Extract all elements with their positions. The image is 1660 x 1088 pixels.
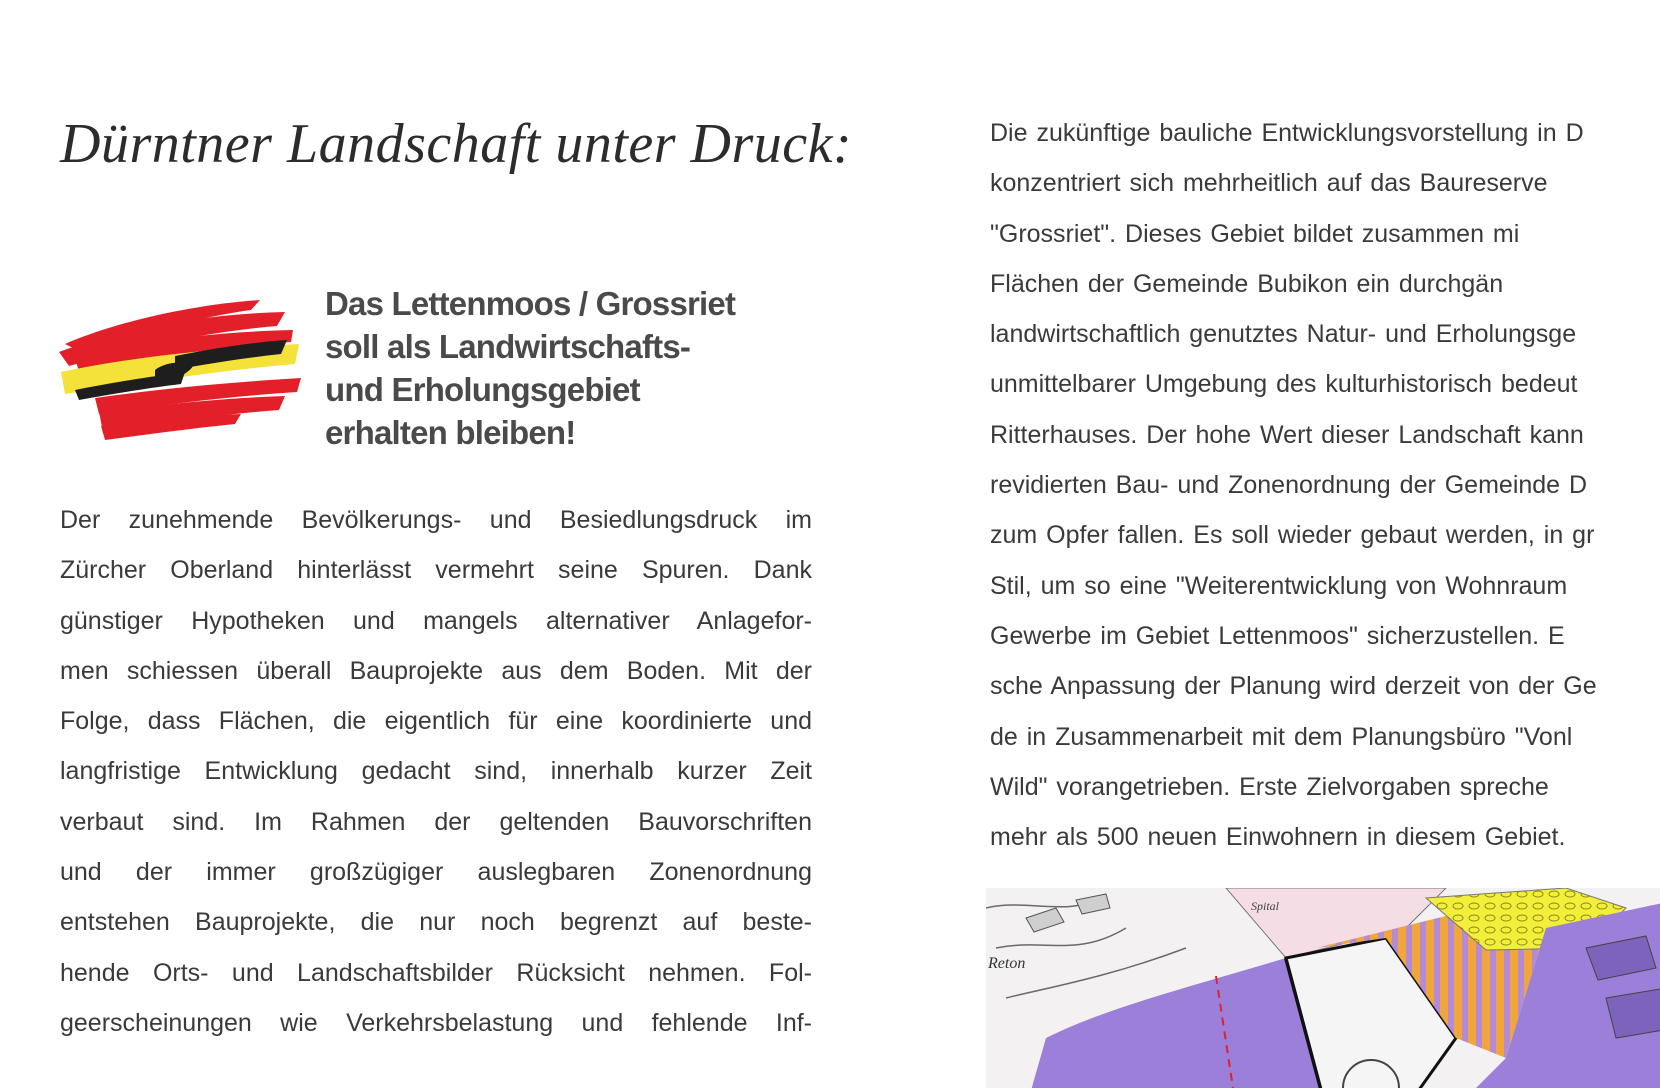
- right-column-text: [990, 108, 1660, 862]
- text-line: verbaut sind. Im Rahmen der geltenden Bauvorschriften: [60, 807, 812, 836]
- slogan-block: [325, 282, 795, 454]
- text-line: revidierten Bau- und Zonenordnung der Gemeinde D: [990, 471, 1588, 500]
- text-line: sche Anpassung der Planung wird derzeit von der Ge: [990, 672, 1597, 701]
- text-line: unmittelbarer Umgebung des kulturhistorisch bedeut: [990, 370, 1578, 399]
- text-line: men schiessen überall Bauprojekte aus dem Boden. Mit der: [60, 656, 812, 685]
- slogan-line: erhalten bleiben!: [325, 414, 576, 451]
- slogan-line: soll als Landwirtschafts-: [325, 328, 691, 365]
- text-line: zum Opfer fallen. Es soll wieder gebaut werden, in gr: [990, 521, 1595, 550]
- text-line: geerscheinungen wie Verkehrsbelastung und fehlende Inf-: [60, 1008, 812, 1037]
- text-line: langfristige Entwicklung gedacht sind, innerhalb kurzer Zeit: [60, 757, 812, 786]
- slogan-line: Das Lettenmoos / Grossriet: [325, 285, 736, 322]
- text-line: Flächen der Gemeinde Bubikon ein durchgän: [990, 269, 1504, 298]
- left-column-text: [60, 495, 812, 1048]
- text-line: günstiger Hypotheken und mangels alternativer Anlagefor-: [60, 606, 812, 635]
- text-line: de in Zusammenarbeit mit dem Planungsbüro "Vonl: [990, 722, 1573, 751]
- text-line: mehr als 500 neuen Einwohnern in diesem Gebiet.: [990, 823, 1566, 852]
- text-line: Folge, dass Flächen, die eigentlich für eine koordinierte und: [60, 707, 812, 736]
- text-line: Die zukünftige bauliche Entwicklungsvorstellung in D: [990, 119, 1584, 147]
- text-line: Der zunehmende Bevölkerungs- und Besiedlungsdruck im: [60, 506, 812, 534]
- zoning-map: [986, 888, 1660, 1088]
- text-line: landwirtschaftlich genutztes Natur- und Erholungsge: [990, 320, 1577, 349]
- map-spital-label: Spital: [1251, 899, 1280, 913]
- text-line: entstehen Bauprojekte, die nur noch begrenzt auf beste-: [60, 908, 812, 937]
- slogan-line: und Erholungsgebiet: [325, 371, 640, 408]
- text-line: Gewerbe im Gebiet Lettenmoos" sicherzustellen. E: [990, 621, 1565, 650]
- text-line: "Grossriet". Dieses Gebiet bildet zusammen mi: [990, 219, 1520, 248]
- text-line: Zürcher Oberland hinterlässt vermehrt seine Spuren. Dank: [60, 556, 812, 585]
- flag-brush-logo: [55, 292, 305, 444]
- text-line: und der immer großzügiger auslegbaren Zonenordnung: [60, 858, 812, 887]
- map-place-label: Reton: [988, 955, 1026, 972]
- text-line: hende Orts- und Landschaftsbilder Rücksicht nehmen. Fol-: [60, 958, 812, 987]
- text-line: konzentriert sich mehrheitlich auf das Baureserve: [990, 169, 1548, 198]
- text-line: Stil, um so eine "Weiterentwicklung von Wohnraum: [990, 571, 1568, 600]
- text-line: Ritterhauses. Der hohe Wert dieser Landschaft kann: [990, 420, 1584, 449]
- text-line: Wild" vorangetrieben. Erste Zielvorgaben spreche: [990, 772, 1549, 801]
- page-heading: Dürntner Landschaft unter Druck:: [60, 113, 853, 175]
